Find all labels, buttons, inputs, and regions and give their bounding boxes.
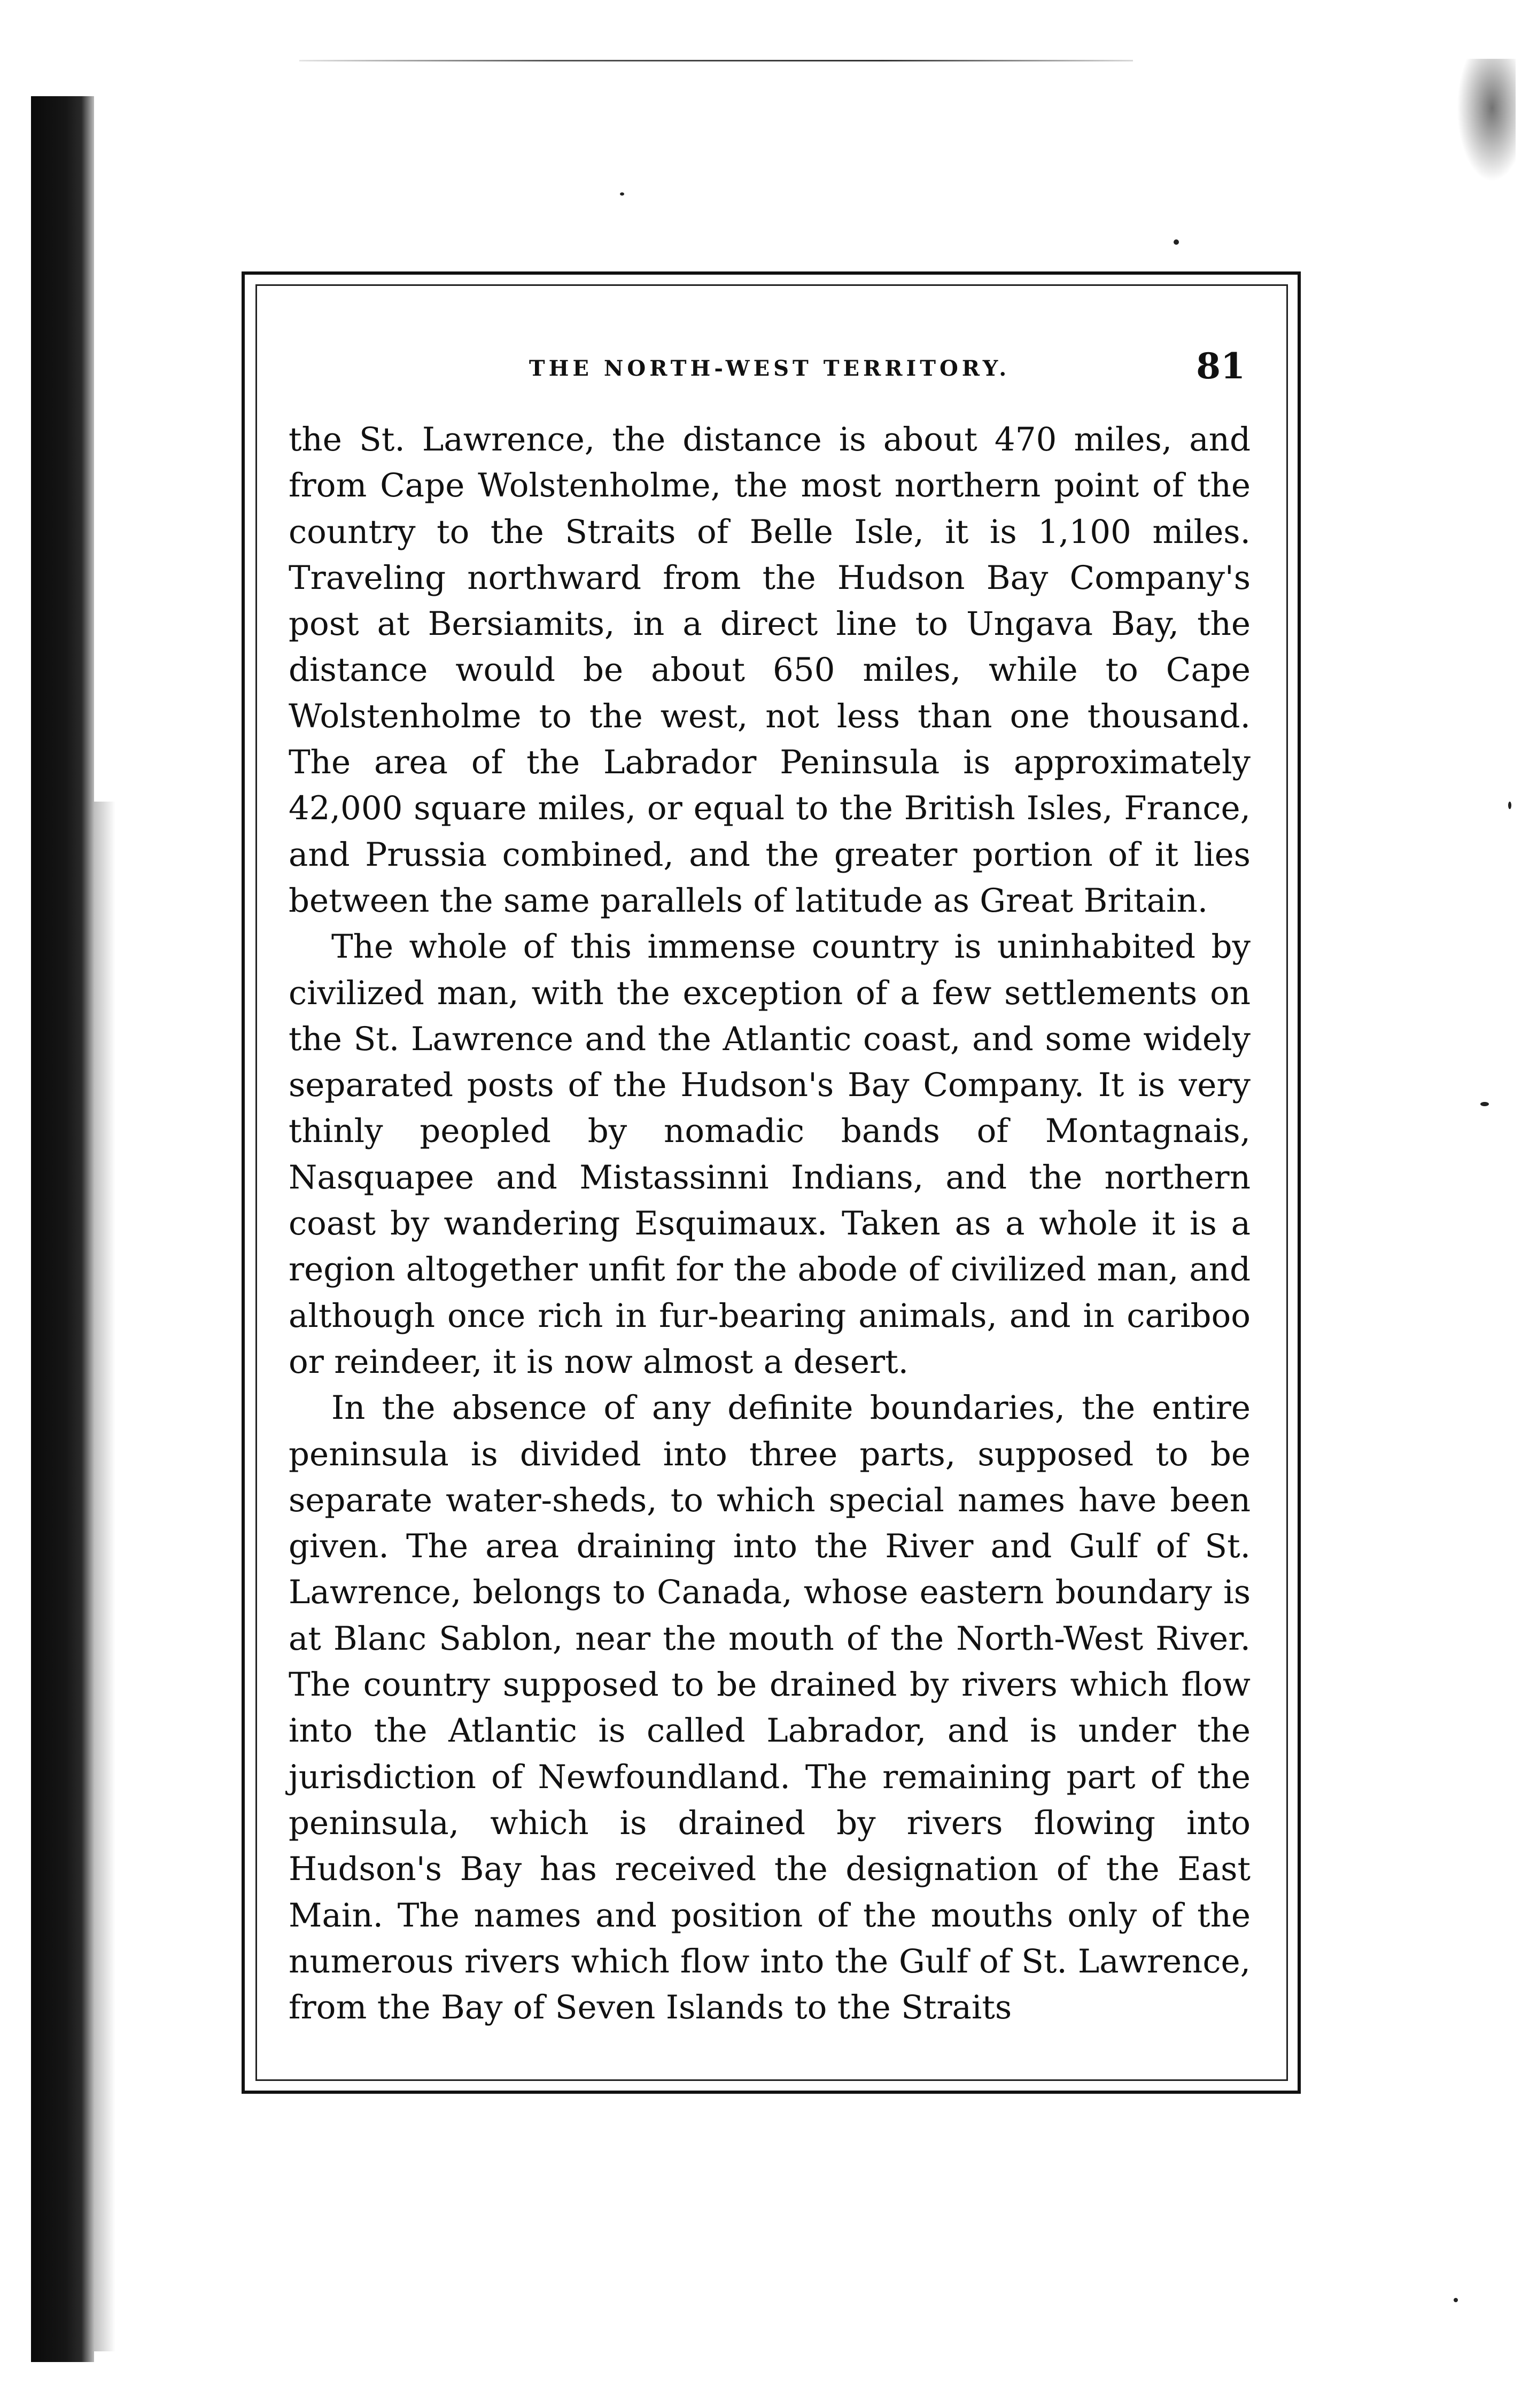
body-text	[289, 417, 1251, 2031]
scan-speck	[1174, 239, 1179, 245]
binding-shadow	[31, 96, 94, 2362]
corner-smudge	[1457, 59, 1516, 182]
paragraph: In the absence of any definite boundaries, the entire peninsula is divided into three parts, supposed to be separate water-sheds, to which special names have been given. The area draining into the River and Gulf of St. Lawrence, belongs to Canada, whose eastern boundary is at Blanc Sablon, near the mouth of the North-West River. The country supposed to be drained by rivers which flow into the Atlantic is called Labrador, and is under the jurisdiction of Newfoundland. The remaining part of the peninsula, which is drained by rivers flowing into Hudson's Bay has received the designation of the East Main. The names and position of the mouths only of the numerous rivers which flow into the Gulf of St. Lawrence, from the Bay of Seven Islands to the Straits	[289, 1389, 1251, 2027]
scan-speck	[1454, 2298, 1458, 2302]
scan-speck	[1480, 1102, 1489, 1106]
scan-speck	[620, 192, 624, 196]
scan-speck	[1508, 802, 1511, 809]
page-number: 81	[1196, 345, 1245, 387]
scan-top-edge	[299, 60, 1133, 61]
running-head	[289, 345, 1251, 390]
binding-shadow-fade	[94, 802, 115, 2351]
running-head-title: THE NORTH-WEST TERRITORY.	[529, 356, 1011, 381]
paragraph: The whole of this immense country is uninhabited by civilized man, with the exception of a few settlements on the St. Lawrence and the Atlantic coast, and some widely separated posts of the Hudson's Bay Company. It is very thinly peopled by nomadic bands of Montagnais, Nasquapee and Mistassinni Indians, and the northern coast by wandering Esquimaux. Taken as a whole it is a region altogether unfit for the abode of civilized man, and although once rich in fur-bearing animals, and in cariboo or reindeer, it is now almost a desert.	[289, 928, 1251, 1381]
paragraph: the St. Lawrence, the distance is about 470 miles, and from Cape Wolstenholme, the most northern point of the country to the Straits of Belle Isle, it is 1,100 miles. Traveling northward from the Hudson Bay Company's post at Bersiamits, in a direct line to Ungava Bay, the distance would be about 650 miles, while to Cape Wolstenholme to the west, not less than one thousand. The area of the Labrador Peninsula is approximately 42,000 square miles, or equal to the British Isles, France, and Prussia combined, and the greater portion of it lies between the same parallels of latitude as Great Britain.	[289, 421, 1251, 920]
